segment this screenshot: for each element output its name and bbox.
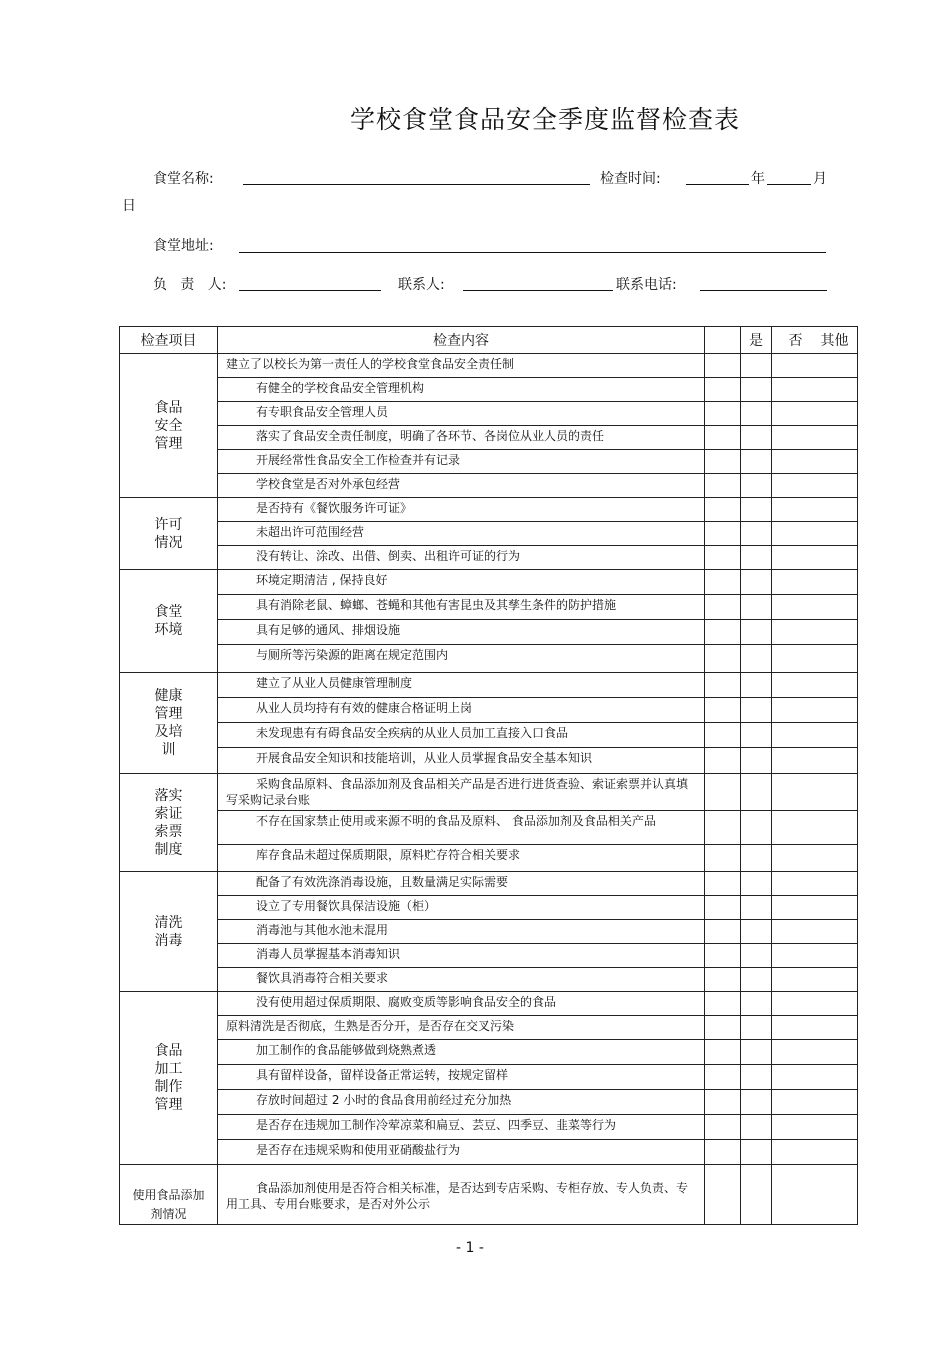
header-blank (705, 327, 741, 354)
header-category: 检查项目 (120, 327, 218, 354)
yes-box[interactable] (741, 620, 772, 645)
check-box[interactable] (705, 522, 741, 546)
check-box[interactable] (705, 1090, 741, 1115)
yes-box[interactable] (741, 498, 772, 522)
no-other-box[interactable] (772, 1115, 858, 1140)
table-row (120, 498, 858, 522)
item-cell: 具有消除老鼠、蟑螂、苍蝇和其他有害昆虫及其孳生条件的防护措施 (218, 595, 705, 620)
check-box[interactable] (705, 498, 741, 522)
yes-box[interactable] (741, 944, 772, 968)
yes-box[interactable] (741, 426, 772, 450)
check-box[interactable] (705, 474, 741, 498)
table-row (120, 450, 858, 474)
yes-box[interactable] (741, 595, 772, 620)
check-box[interactable] (705, 1016, 741, 1040)
table-row (120, 378, 858, 402)
item-cell: 不存在国家禁止使用或来源不明的食品及原料、 食品添加剂及食品相关产品 (218, 811, 705, 845)
address-label: 食堂地址: (153, 238, 214, 254)
no-other-box[interactable] (772, 402, 858, 426)
item-cell: 没有转让、涂改、出借、倒卖、出租许可证的行为 (218, 546, 705, 570)
table-row (120, 522, 858, 546)
no-other-box[interactable] (772, 595, 858, 620)
yes-box[interactable] (741, 570, 772, 595)
person-line[interactable] (239, 290, 381, 291)
item-cell: 未发现患有有碍食品安全疾病的从业人员加工直接入口食品 (218, 723, 705, 748)
item-cell: 餐饮具消毒符合相关要求 (218, 968, 705, 992)
no-other-box[interactable] (772, 920, 858, 944)
no-other-box[interactable] (772, 546, 858, 570)
no-other-box[interactable] (772, 1140, 858, 1165)
item-cell: 是否存在违规加工制作冷荤凉菜和扁豆、芸豆、四季豆、韭菜等行为 (218, 1115, 705, 1140)
header-content: 检查内容 (218, 327, 705, 354)
table-row (120, 595, 858, 620)
table-row (120, 1016, 858, 1040)
yes-box[interactable] (741, 354, 772, 378)
item-cell: 存放时间超过 2 小时的食品食用前经过充分加热 (218, 1090, 705, 1115)
yes-box[interactable] (741, 1016, 772, 1040)
table-row (120, 845, 858, 872)
no-other-box[interactable] (772, 811, 858, 845)
canteen-name-line[interactable] (243, 184, 590, 185)
yes-box[interactable] (741, 522, 772, 546)
check-box[interactable] (705, 968, 741, 992)
yes-box[interactable] (741, 402, 772, 426)
table-row (120, 698, 858, 723)
table-row (120, 872, 858, 896)
table-row (120, 426, 858, 450)
item-cell: 具有足够的通风、排烟设施 (218, 620, 705, 645)
check-box[interactable] (705, 673, 741, 698)
item-cell: 是否存在违规采购和使用亚硝酸盐行为 (218, 1140, 705, 1165)
category-cell: 落实索证索票制度 (120, 774, 218, 872)
yes-box[interactable] (741, 378, 772, 402)
check-box[interactable] (705, 354, 741, 378)
yes-box[interactable] (741, 1140, 772, 1165)
check-box[interactable] (705, 811, 741, 845)
check-box[interactable] (705, 1165, 741, 1225)
check-box[interactable] (705, 920, 741, 944)
yes-box[interactable] (741, 546, 772, 570)
no-other-box[interactable] (772, 522, 858, 546)
year-line[interactable] (686, 184, 749, 185)
no-other-box[interactable] (772, 774, 858, 811)
item-cell: 设立了专用餐饮具保洁设施（柜） (218, 896, 705, 920)
no-other-box[interactable] (772, 944, 858, 968)
yes-box[interactable] (741, 896, 772, 920)
yes-box[interactable] (741, 748, 772, 774)
table-header-row (120, 327, 858, 354)
table-row (120, 620, 858, 645)
month-label: 月 (813, 171, 827, 187)
table-row (120, 402, 858, 426)
contact-line[interactable] (463, 290, 613, 291)
no-other-box[interactable] (772, 474, 858, 498)
no-other-box[interactable] (772, 992, 858, 1016)
yes-box[interactable] (741, 1165, 772, 1225)
item-cell: 食品添加剂使用是否符合相关标准，是否达到专店采购、专柜存放、专人负责、专用工具、专用台账要求，是否对外公示 (218, 1165, 705, 1225)
no-other-box[interactable] (772, 620, 858, 645)
yes-box[interactable] (741, 698, 772, 723)
check-box[interactable] (705, 426, 741, 450)
yes-box[interactable] (741, 1040, 772, 1065)
check-box[interactable] (705, 1065, 741, 1090)
check-box[interactable] (705, 402, 741, 426)
no-other-box[interactable] (772, 896, 858, 920)
item-cell: 从业人员均持有有效的健康合格证明上岗 (218, 698, 705, 723)
page-number: - 1 - (456, 1240, 484, 1256)
table-row (120, 811, 858, 845)
yes-box[interactable] (741, 1115, 772, 1140)
no-other-box[interactable] (772, 748, 858, 774)
yes-box[interactable] (741, 723, 772, 748)
no-other-box[interactable] (772, 450, 858, 474)
table-row (120, 1165, 858, 1225)
no-other-box[interactable] (772, 354, 858, 378)
no-other-box[interactable] (772, 1016, 858, 1040)
category-cell: 许可情况 (120, 498, 218, 570)
page-title: 学校食堂食品安全季度监督检查表 (350, 105, 741, 134)
item-cell: 建立了以校长为第一责任人的学校食堂食品安全责任制 (218, 354, 705, 378)
table-row (120, 354, 858, 378)
table-row (120, 1115, 858, 1140)
yes-box[interactable] (741, 1065, 772, 1090)
item-cell: 环境定期清洁 , 保持良好 (218, 570, 705, 595)
no-other-box[interactable] (772, 1090, 858, 1115)
inspection-table (119, 326, 858, 1225)
table-row (120, 748, 858, 774)
table-row (120, 992, 858, 1016)
phone-label: 联系电话: (616, 277, 677, 293)
no-other-box[interactable] (772, 378, 858, 402)
no-other-box[interactable] (772, 645, 858, 673)
yes-box[interactable] (741, 450, 772, 474)
header-yes: 是 (741, 327, 772, 354)
table-row (120, 546, 858, 570)
item-cell: 未超出许可范围经营 (218, 522, 705, 546)
no-other-box[interactable] (772, 968, 858, 992)
item-cell: 落实了食品安全责任制度，明确了各环节、各岗位从业人员的责任 (218, 426, 705, 450)
check-box[interactable] (705, 595, 741, 620)
yes-box[interactable] (741, 673, 772, 698)
day-label: 日 (122, 198, 136, 214)
check-box[interactable] (705, 450, 741, 474)
category-cell: 食品安全管理 (120, 354, 218, 498)
yes-box[interactable] (741, 872, 772, 896)
item-cell: 配备了有效洗涤消毒设施，且数量满足实际需要 (218, 872, 705, 896)
no-other-box[interactable] (772, 723, 858, 748)
check-box[interactable] (705, 992, 741, 1016)
check-box[interactable] (705, 896, 741, 920)
category-cell: 使用食品添加剂情况 (120, 1165, 218, 1225)
yes-box[interactable] (741, 811, 772, 845)
item-cell: 学校食堂是否对外承包经营 (218, 474, 705, 498)
check-box[interactable] (705, 1040, 741, 1065)
yes-box[interactable] (741, 645, 772, 673)
check-box[interactable] (705, 570, 741, 595)
check-box[interactable] (705, 872, 741, 896)
item-cell: 加工制作的食品能够做到烧熟煮透 (218, 1040, 705, 1065)
no-other-box[interactable] (772, 1040, 858, 1065)
item-cell: 建立了从业人员健康管理制度 (218, 673, 705, 698)
check-box[interactable] (705, 748, 741, 774)
table-row (120, 673, 858, 698)
phone-line[interactable] (700, 290, 827, 291)
category-cell: 食堂环境 (120, 570, 218, 673)
check-box[interactable] (705, 774, 741, 811)
check-box[interactable] (705, 1140, 741, 1165)
item-cell: 是否持有《餐饮服务许可证》 (218, 498, 705, 522)
month-line[interactable] (767, 184, 811, 185)
check-box[interactable] (705, 944, 741, 968)
item-cell: 没有使用超过保质期限、腐败变质等影响食品安全的食品 (218, 992, 705, 1016)
yes-box[interactable] (741, 1090, 772, 1115)
yes-box[interactable] (741, 845, 772, 872)
check-box[interactable] (705, 1115, 741, 1140)
item-cell: 库存食品未超过保质期限，原料贮存符合相关要求 (218, 845, 705, 872)
item-cell: 开展食品安全知识和技能培训，从业人员掌握食品安全基本知识 (218, 748, 705, 774)
item-cell: 开展经常性食品安全工作检查并有记录 (218, 450, 705, 474)
category-cell: 清洗消毒 (120, 872, 218, 992)
year-label: 年 (751, 171, 765, 187)
check-box[interactable] (705, 378, 741, 402)
item-cell: 与厕所等污染源的距离在规定范围内 (218, 645, 705, 673)
no-other-box[interactable] (772, 845, 858, 872)
no-other-box[interactable] (772, 498, 858, 522)
category-cell: 健康管理及培训 (120, 673, 218, 774)
address-line[interactable] (239, 252, 826, 253)
yes-box[interactable] (741, 968, 772, 992)
no-other-box[interactable] (772, 872, 858, 896)
check-box[interactable] (705, 845, 741, 872)
no-other-box[interactable] (772, 698, 858, 723)
yes-box[interactable] (741, 992, 772, 1016)
check-time-label: 检查时间: (600, 171, 661, 187)
item-cell: 具有留样设备，留样设备正常运转，按规定留样 (218, 1065, 705, 1090)
no-other-box[interactable] (772, 570, 858, 595)
yes-box[interactable] (741, 774, 772, 811)
table-row (120, 896, 858, 920)
table-row (120, 474, 858, 498)
no-other-box[interactable] (772, 426, 858, 450)
table-row (120, 570, 858, 595)
check-box[interactable] (705, 698, 741, 723)
table-row (120, 1140, 858, 1165)
item-cell: 消毒人员掌握基本消毒知识 (218, 944, 705, 968)
item-cell: 消毒池与其他水池未混用 (218, 920, 705, 944)
item-cell: 有专职食品安全管理人员 (218, 402, 705, 426)
person-label: 负 责 人: (153, 277, 227, 293)
check-box[interactable] (705, 645, 741, 673)
check-box[interactable] (705, 723, 741, 748)
category-cell: 食品加工制作管理 (120, 992, 218, 1165)
table-row (120, 774, 858, 811)
no-other-box[interactable] (772, 1065, 858, 1090)
header-no-other: 否 其他 (772, 327, 858, 354)
check-box[interactable] (705, 546, 741, 570)
yes-box[interactable] (741, 920, 772, 944)
no-other-box[interactable] (772, 1165, 858, 1225)
table-row (120, 1090, 858, 1115)
canteen-name-label: 食堂名称: (153, 171, 214, 187)
item-cell: 有健全的学校食品安全管理机构 (218, 378, 705, 402)
item-cell: 采购食品原料、食品添加剂及食品相关产品是否进行进货查验、索证索票并认真填写采购记录台账 (218, 774, 705, 811)
table-row (120, 1040, 858, 1065)
yes-box[interactable] (741, 474, 772, 498)
table-row (120, 968, 858, 992)
table-row (120, 920, 858, 944)
item-cell: 原料清洗是否彻底，生熟是否分开，是否存在交叉污染 (218, 1016, 705, 1040)
table-row (120, 944, 858, 968)
check-box[interactable] (705, 620, 741, 645)
table-row (120, 723, 858, 748)
no-other-box[interactable] (772, 673, 858, 698)
table-row (120, 1065, 858, 1090)
table-row (120, 645, 858, 673)
contact-label: 联系人: (398, 277, 445, 293)
